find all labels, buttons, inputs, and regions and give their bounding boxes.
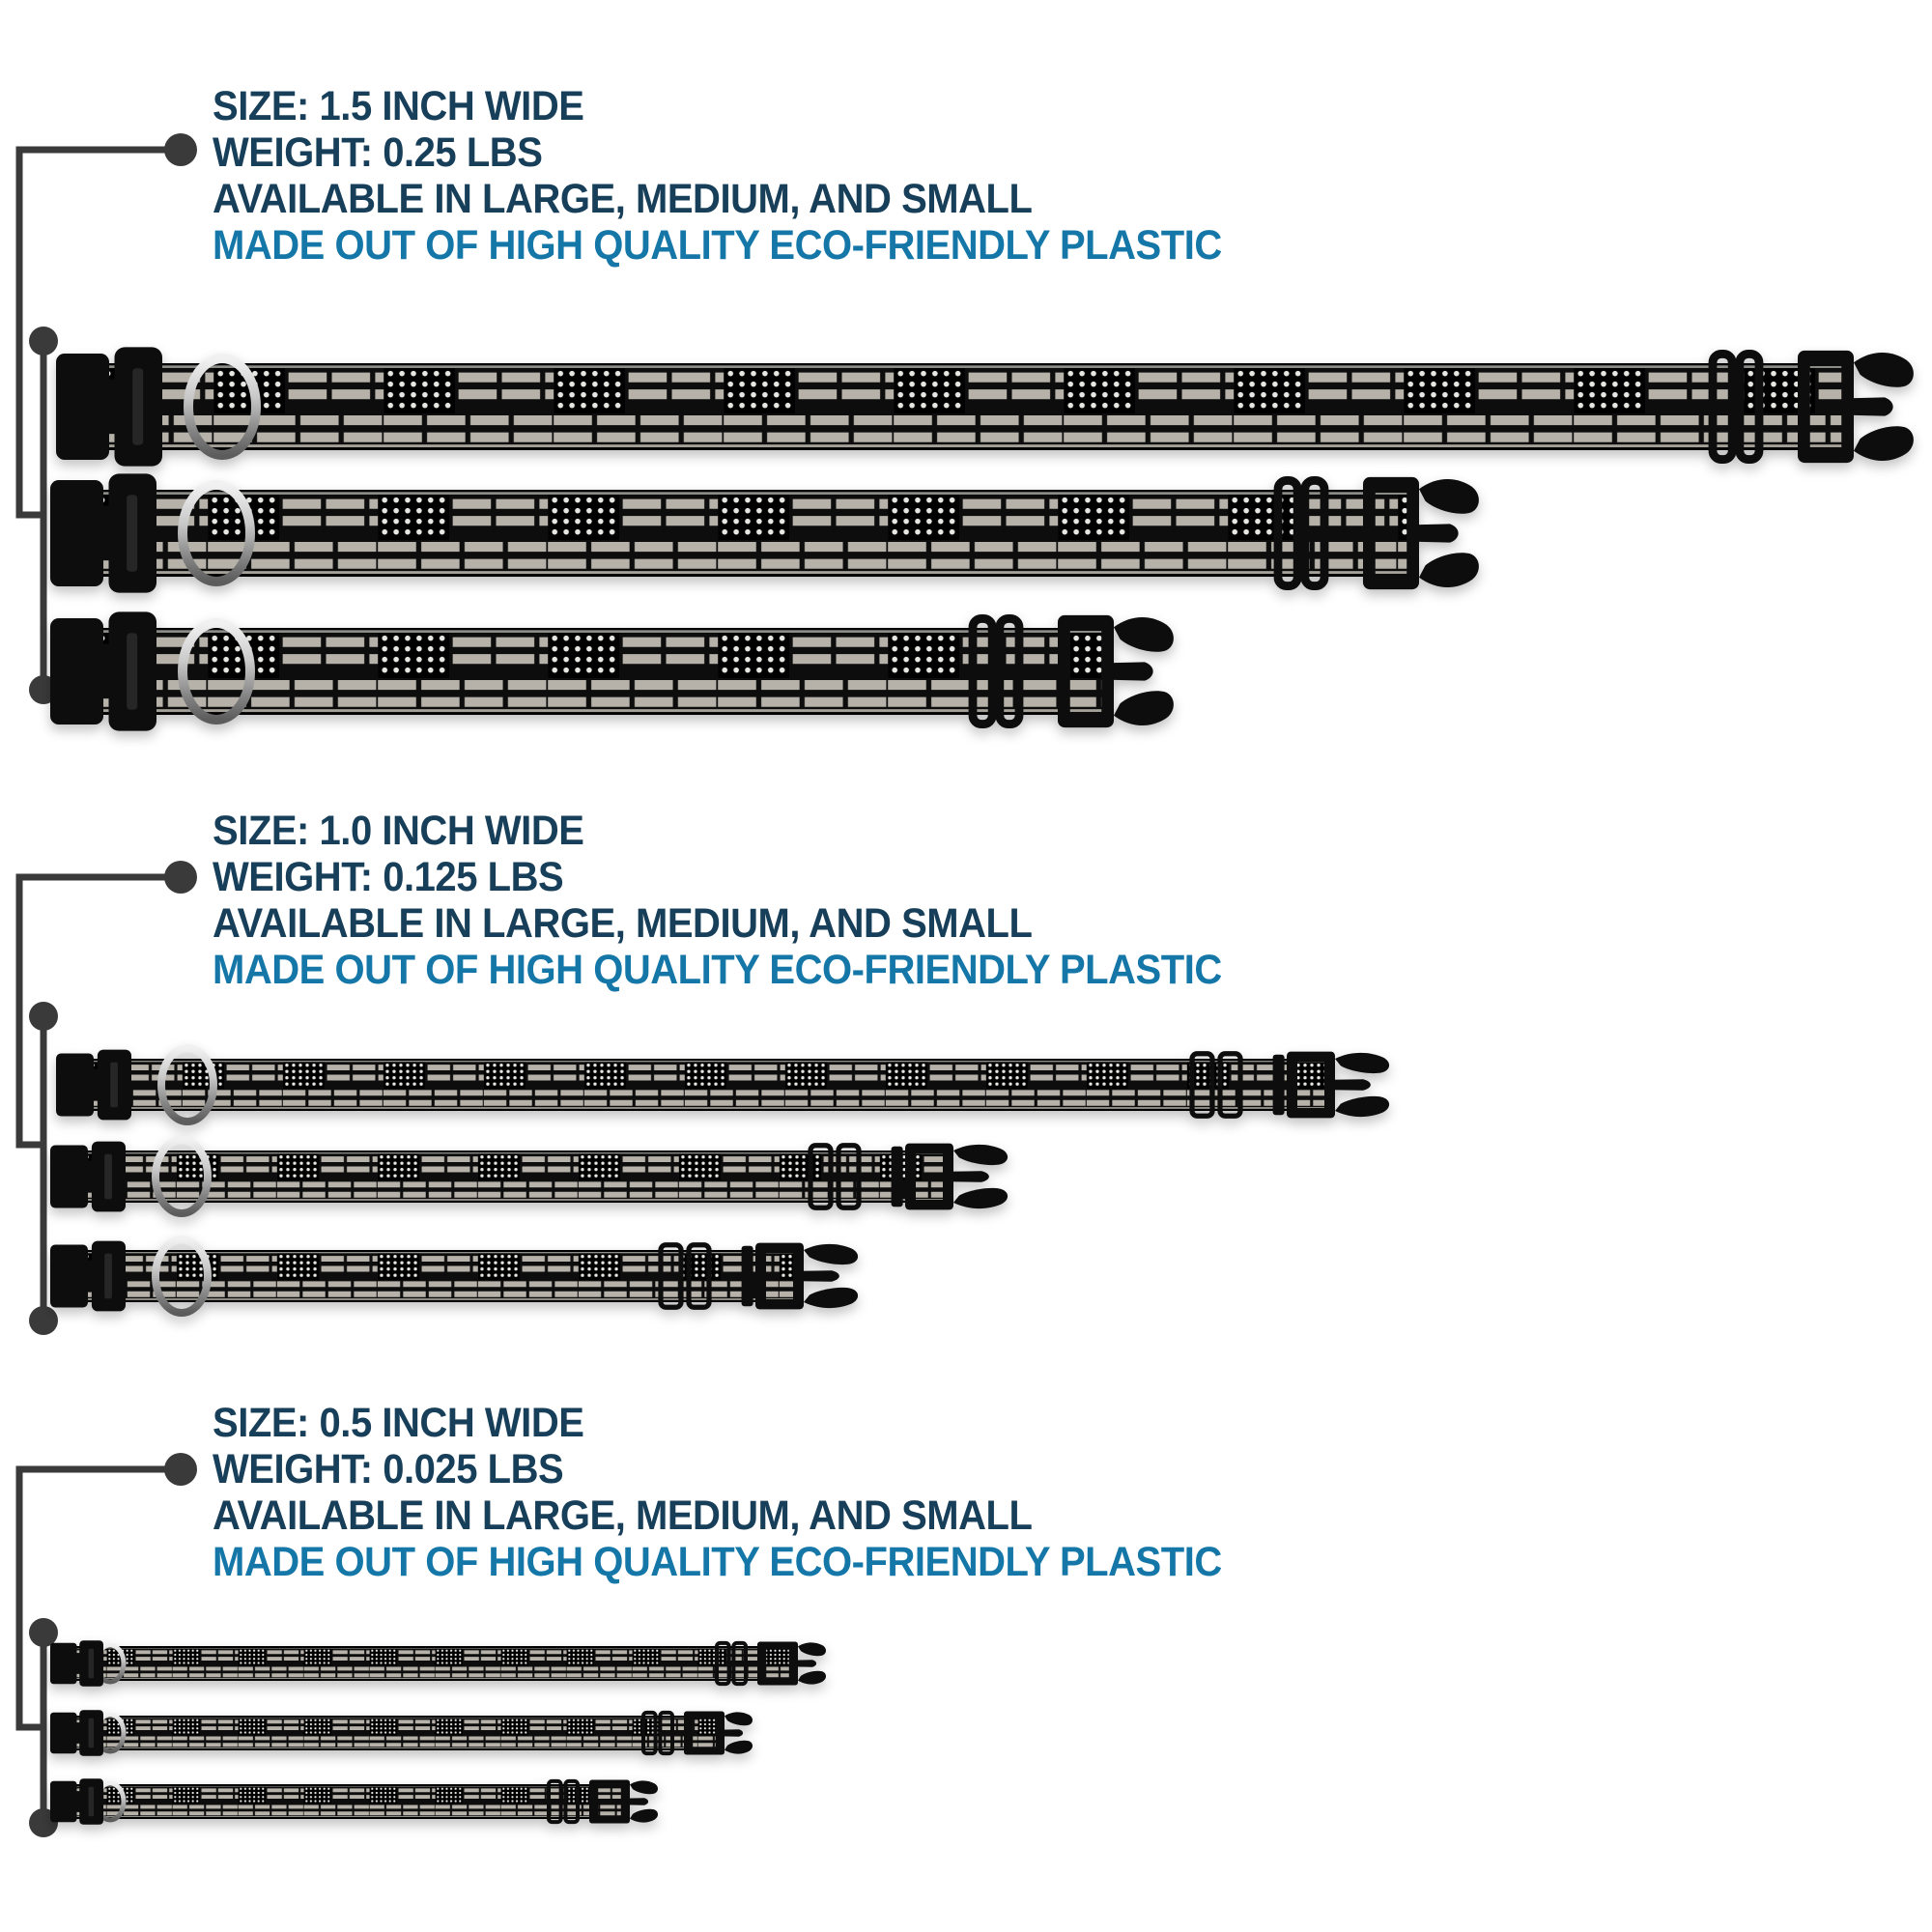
callout-dot-text: [164, 1453, 197, 1486]
buckle: [56, 347, 162, 466]
clasp: [1798, 351, 1914, 463]
spec-size-line: SIZE: 0.5 INCH WIDE: [213, 1400, 584, 1446]
strap: [74, 1785, 622, 1818]
collar-width-0-5-inch-medium: [50, 1710, 753, 1756]
collar-width-1-0-inch-medium: [50, 1140, 1008, 1213]
collar-width-1-5-inch-medium: [50, 473, 1479, 592]
buckle: [50, 1142, 126, 1212]
spec-weight-line: WEIGHT: 0.25 LBS: [213, 129, 543, 176]
spec-availability-line: AVAILABLE IN LARGE, MEDIUM, AND SMALL: [213, 176, 1033, 222]
clasp: [1363, 477, 1479, 589]
clasp: [589, 1780, 658, 1824]
buckle: [50, 611, 156, 730]
spec-size-line: SIZE: 1.5 INCH WIDE: [213, 83, 584, 129]
callout-dot-top: [29, 327, 58, 355]
strap: [104, 364, 1843, 449]
callout-dot-top: [29, 1002, 58, 1031]
callout-dot-text: [164, 861, 197, 894]
clasp: [905, 1144, 1008, 1210]
spec-availability-line: AVAILABLE IN LARGE, MEDIUM, AND SMALL: [213, 900, 1033, 947]
spec-weight-line: WEIGHT: 0.125 LBS: [213, 854, 564, 900]
collar-width-1-0-inch-small: [50, 1239, 858, 1313]
collar-width-0-5-inch-large: [50, 1640, 826, 1687]
clasp: [757, 1642, 826, 1686]
spec-material-line: MADE OUT OF HIGH QUALITY ECO-FRIENDLY PLASTIC: [213, 1539, 1222, 1585]
strap: [74, 1717, 717, 1749]
buckle: [50, 1710, 103, 1756]
strap: [90, 1060, 1325, 1110]
spec-weight-line: WEIGHT: 0.025 LBS: [213, 1446, 564, 1492]
callout-dot-bottom: [29, 1306, 58, 1335]
callout-dot-text: [164, 133, 197, 166]
spec-block-1-0-inch: [213, 808, 1222, 993]
strap: [74, 1647, 790, 1680]
collar-width-1-5-inch-large: [56, 347, 1914, 466]
spec-availability-line: AVAILABLE IN LARGE, MEDIUM, AND SMALL: [213, 1492, 1033, 1539]
collar-width-0-5-inch-small: [50, 1778, 658, 1825]
spec-block-1-5-inch: [213, 83, 1222, 269]
spec-block-0-5-inch: [213, 1400, 1222, 1585]
buckle: [56, 1050, 131, 1121]
spec-material-line: MADE OUT OF HIGH QUALITY ECO-FRIENDLY PLASTIC: [213, 947, 1222, 993]
strap: [84, 1151, 944, 1202]
buckle: [50, 1778, 103, 1825]
clasp: [755, 1243, 858, 1310]
clasp: [1287, 1052, 1389, 1119]
buckle: [50, 1640, 103, 1687]
callout-dot-top: [29, 1618, 58, 1647]
strap: [99, 491, 1408, 576]
spec-material-line: MADE OUT OF HIGH QUALITY ECO-FRIENDLY PLASTIC: [213, 222, 1222, 269]
clasp: [684, 1712, 753, 1755]
collar-width-1-5-inch-small: [50, 611, 1174, 730]
clasp: [1058, 615, 1174, 727]
spec-size-line: SIZE: 1.0 INCH WIDE: [213, 808, 584, 854]
buckle: [50, 1241, 126, 1312]
collar-width-1-0-inch-large: [56, 1048, 1389, 1122]
buckle: [50, 473, 156, 592]
